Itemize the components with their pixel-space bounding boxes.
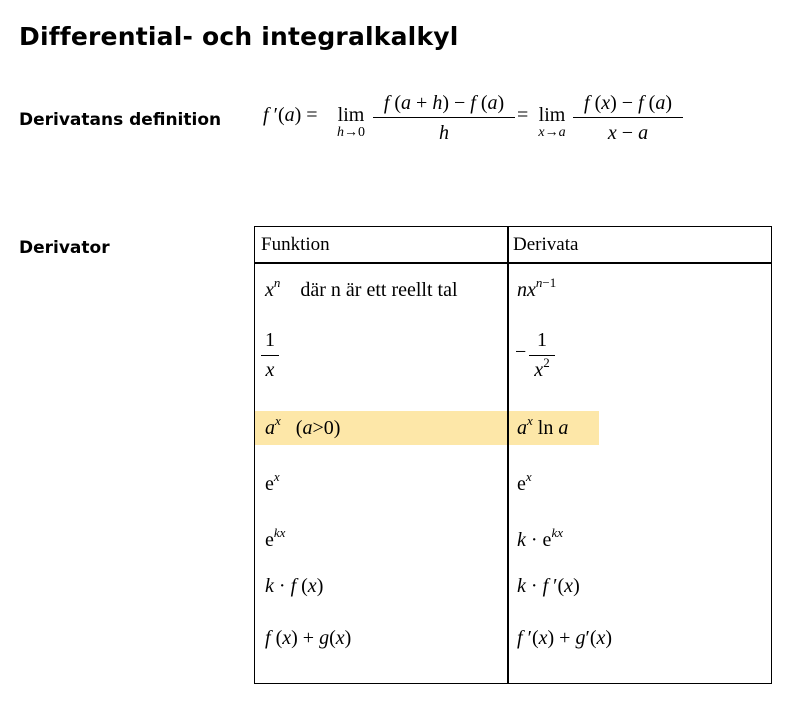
derivative-sum: f ′(x) + g′(x): [517, 627, 613, 649]
note-real-exponent: där n är ett reellt tal: [300, 279, 458, 301]
definition-label: Derivatans definition: [19, 110, 222, 130]
minus-sign: −: [515, 341, 527, 363]
derivative-exponential-base-a: $a^x$ ln a: [517, 413, 569, 439]
fraction-2-numerator: f (x) − f (a): [573, 92, 683, 118]
derivative-constant-multiple: k · f ′(x): [517, 575, 580, 597]
derivative-power: $nx^{n-1}$: [517, 275, 557, 301]
limit-1: lim h→0: [333, 104, 369, 141]
derivative-natural-exponential: $e^x$: [517, 469, 532, 495]
limit-2-subscript: x→a: [538, 125, 566, 140]
function-exponential-base-a: $a^x$ (a>0): [265, 413, 341, 439]
column-divider: [507, 227, 509, 683]
note-a-positive: (a>0): [295, 417, 341, 439]
derivatives-label: Derivator: [19, 238, 110, 258]
page-title: Differential- och integralkalkyl: [19, 22, 459, 51]
formula-lhs: f ′(a) =: [263, 104, 318, 126]
fraction-1-denominator: h: [439, 122, 449, 144]
function-natural-exponential: $e^x$: [265, 469, 280, 495]
function-constant-multiple: k · f (x): [265, 575, 324, 597]
derivative-e-kx: $k \cdot e^{kx}$: [517, 525, 563, 551]
fraction-1: [373, 92, 515, 145]
header-divider: [255, 262, 771, 264]
fraction-2-denominator: x − a: [607, 122, 649, 144]
function-reciprocal: $\frac{1}{x}$: [261, 329, 279, 382]
function-power: $x^n$ där n är ett reellt tal: [265, 275, 458, 301]
function-e-kx: $e^{kx}$: [265, 525, 286, 551]
derivatives-table: [254, 226, 772, 684]
fraction-1-numerator: f (a + h) − f (a): [373, 92, 515, 118]
header-function: Funktion: [261, 234, 330, 255]
limit-1-subscript: h→0: [337, 125, 365, 140]
function-sum: f (x) + g(x): [265, 627, 352, 649]
derivative-reciprocal: $\frac{1}{x^2}$: [529, 329, 555, 382]
header-derivative: Derivata: [513, 234, 579, 255]
formula-equals: =: [517, 104, 529, 126]
fraction-2: [573, 92, 683, 145]
limit-2: lim x→a: [533, 104, 571, 141]
